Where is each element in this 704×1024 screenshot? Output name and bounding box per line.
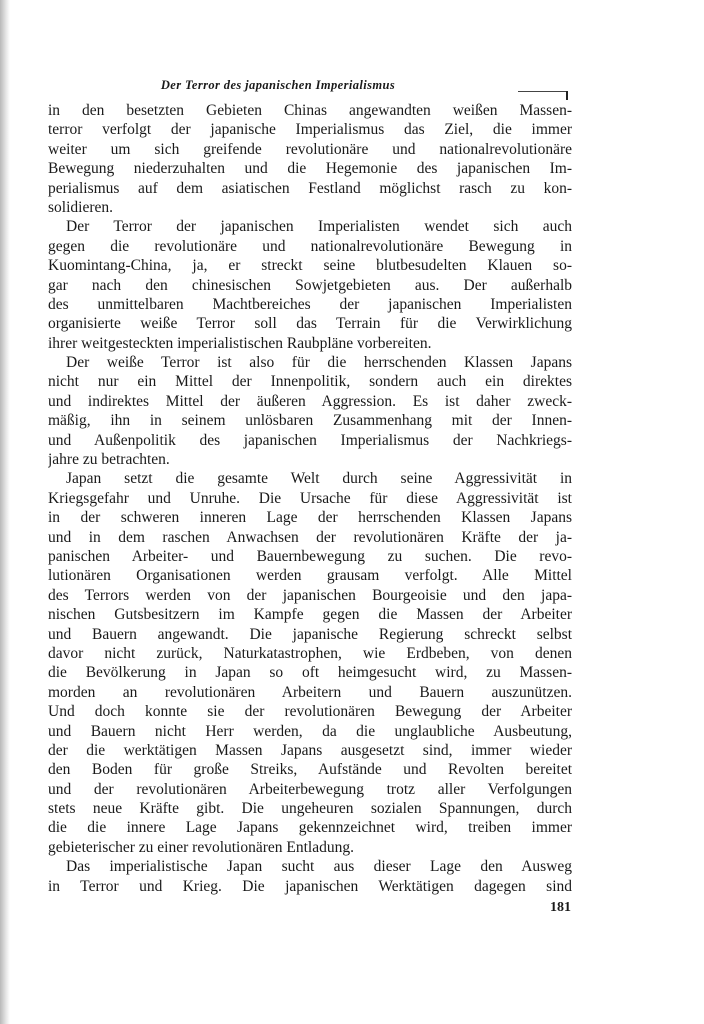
page-number: 181: [550, 900, 571, 915]
text-line: und Bauern nicht Herr werden, da die unglaubliche Ausbeutung,: [48, 722, 572, 740]
text-line: gegen die revolutionäre und nationalrevolutionäre Bewegung in: [48, 237, 572, 255]
text-line: gebieterischer zu einer revolutionären Entladung.: [48, 838, 354, 856]
text-line: Der weiße Terror ist also für die herrschenden Klassen Japans: [66, 354, 572, 372]
text-line: des Terrors werden von der japanischen Bourgeoisie und den japa-: [48, 586, 572, 604]
text-line: davor nicht zurück, Naturkatastrophen, wie Erdbeben, von denen: [48, 644, 572, 662]
text-line: und der revolutionären Arbeiterbewegung trotz aller Verfolgungen: [48, 780, 572, 798]
text-line: lutionären Organisationen werden grausam verfolgt. Alle Mittel: [48, 567, 572, 585]
text-line: mäßig, ihn in seinem unlösbaren Zusammenhang mit der Innen-: [48, 412, 572, 430]
text-line: ihrer weitgesteckten imperialistischen Raubpläne vorbereiten.: [48, 334, 432, 352]
text-line: perialismus auf dem asiatischen Festland möglichst rasch zu kon-: [48, 179, 572, 197]
text-line: panischen Arbeiter- und Bauernbewegung zu suchen. Die revo-: [48, 547, 572, 565]
text-line: Das imperialistische Japan sucht aus dieser Lage den Ausweg: [66, 858, 572, 876]
running-head-title: Der Terror des japanischen Imperialismus: [160, 78, 396, 92]
text-line: gar nach den chinesischen Sowjetgebieten aus. Der außerhalb: [48, 276, 572, 294]
text-line: organisierte weiße Terror soll das Terrain für die Verwirklichung: [48, 315, 572, 333]
running-head-rule: [518, 91, 566, 92]
text-line: den Boden für große Streiks, Aufstände und Revolten bereitet: [48, 761, 572, 779]
text-line: und Bauern angewandt. Die japanische Regierung schreckt selbst: [48, 625, 572, 643]
text-line: Kriegsgefahr und Unruhe. Die Ursache für diese Aggressivität ist: [48, 489, 572, 507]
text-line: und indirektes Mittel der äußeren Aggression. Es ist daher zweck-: [48, 392, 572, 410]
text-line: terror verfolgt der japanische Imperialismus das Ziel, die immer: [48, 121, 572, 139]
text-line: stets neue Kräfte gibt. Die ungeheuren sozialen Spannungen, durch: [48, 800, 572, 818]
page-edge-shadow: [0, 0, 10, 1024]
text-line: in Terror und Krieg. Die japanischen Werktätigen dagegen sind: [48, 877, 572, 895]
text-line: Und doch konnte sie der revolutionären Bewegung der Arbeiter: [48, 703, 572, 721]
text-line: weiter um sich greifende revolutionäre und nationalrevolutionäre: [48, 140, 572, 158]
text-line: jahre zu betrachten.: [48, 451, 170, 469]
text-line: in der schweren inneren Lage der herrschenden Klassen Japans: [48, 509, 572, 527]
text-line: Kuomintang-China, ja, er streckt seine blutbesudelten Klauen so-: [48, 257, 572, 275]
text-line: der die werktätigen Massen Japans ausgesetzt sind, immer wieder: [48, 741, 572, 759]
text-line: Japan setzt die gesamte Welt durch seine Aggressivität in: [66, 470, 572, 488]
text-line: des unmittelbaren Machtbereiches der japanischen Imperialisten: [48, 295, 572, 313]
text-line: die Bevölkerung in Japan so oft heimgesucht wird, zu Massen-: [48, 664, 572, 682]
text-line: und Außenpolitik des japanischen Imperialismus der Nachkriegs-: [48, 431, 572, 449]
text-line: morden an revolutionären Arbeitern und Bauern auszunützen.: [48, 683, 572, 701]
text-line: die die innere Lage Japans gekennzeichnet wird, treiben immer: [48, 819, 572, 837]
text-line: nicht nur ein Mittel der Innenpolitik, sondern auch ein direktes: [48, 373, 572, 391]
text-line: Bewegung niederzuhalten und die Hegemonie des japanischen Im-: [48, 160, 572, 178]
running-head: [48, 76, 572, 98]
text-line: und in dem raschen Anwachsen der revolutionären Kräfte der ja-: [48, 528, 572, 546]
text-line: in den besetzten Gebieten Chinas angewandten weißen Massen-: [48, 102, 572, 119]
text-line: nischen Gutsbesitzern im Kampfe gegen die Massen der Arbeiter: [48, 606, 572, 624]
text-line: Der Terror der japanischen Imperialisten wendet sich auch: [66, 218, 572, 236]
text-line: solidieren.: [48, 198, 113, 216]
body-text: [48, 101, 572, 896]
running-head-tick: [566, 91, 568, 100]
